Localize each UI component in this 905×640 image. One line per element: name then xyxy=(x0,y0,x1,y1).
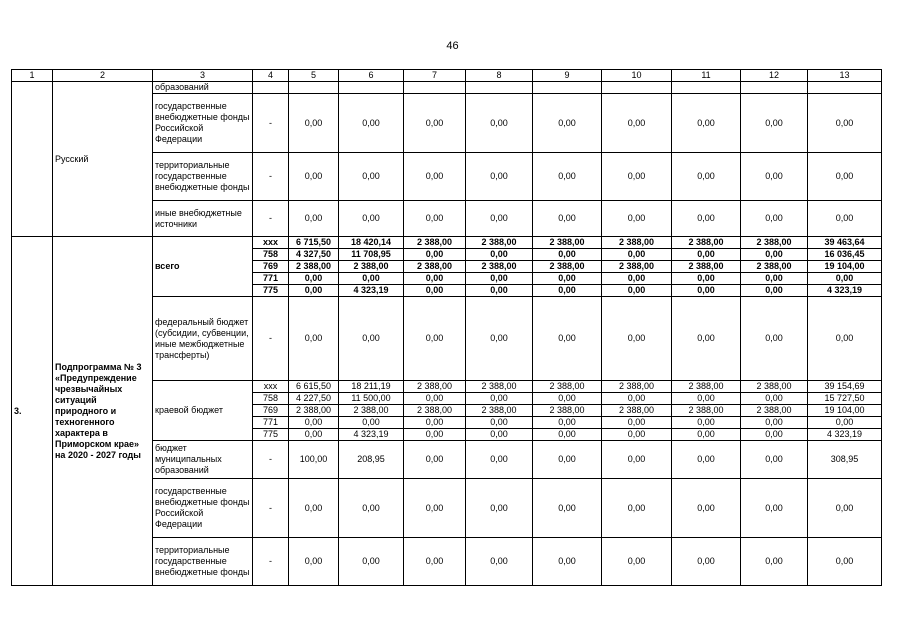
value-cell: 0,00 xyxy=(741,201,808,237)
value-cell: 2 388,00 xyxy=(672,237,741,249)
value-cell: 2 388,00 xyxy=(466,381,533,393)
table-row xyxy=(12,70,882,82)
number-cell: 3. xyxy=(12,237,53,586)
value-cell: 0,00 xyxy=(289,297,339,381)
column-number: 8 xyxy=(466,70,533,82)
value-cell: 0,00 xyxy=(466,201,533,237)
source-cell: государственные внебюджетные фонды Российской Федерации xyxy=(153,479,253,538)
code-cell: - xyxy=(253,479,289,538)
source-cell: территориальные государственные внебюджетные фонды xyxy=(153,538,253,586)
value-cell: 0,00 xyxy=(672,273,741,285)
value-cell: 0,00 xyxy=(533,429,602,441)
value-cell xyxy=(404,82,466,94)
value-cell: 0,00 xyxy=(672,297,741,381)
column-number: 2 xyxy=(53,70,153,82)
value-cell: 0,00 xyxy=(808,94,882,153)
value-cell: 6 715,50 xyxy=(289,237,339,249)
value-cell: 0,00 xyxy=(466,538,533,586)
code-cell: ххх xyxy=(253,381,289,393)
value-cell: 0,00 xyxy=(533,153,602,201)
value-cell: 2 388,00 xyxy=(741,237,808,249)
value-cell: 11 500,00 xyxy=(339,393,404,405)
value-cell: 208,95 xyxy=(339,441,404,479)
value-cell: 0,00 xyxy=(466,429,533,441)
value-cell: 0,00 xyxy=(808,201,882,237)
value-cell: 0,00 xyxy=(602,417,672,429)
value-cell: 2 388,00 xyxy=(404,405,466,417)
value-cell: 0,00 xyxy=(404,479,466,538)
value-cell: 0,00 xyxy=(533,393,602,405)
page-number: 46 xyxy=(446,40,459,52)
code-cell: - xyxy=(253,538,289,586)
value-cell: 2 388,00 xyxy=(533,381,602,393)
value-cell: 0,00 xyxy=(404,393,466,405)
code-cell: - xyxy=(253,297,289,381)
value-cell: 0,00 xyxy=(602,393,672,405)
value-cell: 15 727,50 xyxy=(808,393,882,405)
code-cell: 771 xyxy=(253,273,289,285)
value-cell: 0,00 xyxy=(602,297,672,381)
column-number: 6 xyxy=(339,70,404,82)
value-cell: 2 388,00 xyxy=(339,405,404,417)
value-cell: 2 388,00 xyxy=(672,405,741,417)
value-cell: 0,00 xyxy=(466,249,533,261)
value-cell: 0,00 xyxy=(672,417,741,429)
value-cell: 0,00 xyxy=(672,538,741,586)
value-cell: 0,00 xyxy=(466,273,533,285)
value-cell: 2 388,00 xyxy=(741,261,808,273)
value-cell: 0,00 xyxy=(339,297,404,381)
value-cell: 0,00 xyxy=(808,479,882,538)
value-cell: 0,00 xyxy=(533,441,602,479)
value-cell: 0,00 xyxy=(289,417,339,429)
value-cell: 0,00 xyxy=(741,417,808,429)
value-cell: 0,00 xyxy=(602,94,672,153)
value-cell: 0,00 xyxy=(533,297,602,381)
value-cell: 0,00 xyxy=(466,297,533,381)
column-number: 4 xyxy=(253,70,289,82)
value-cell: 2 388,00 xyxy=(533,405,602,417)
value-cell: 0,00 xyxy=(404,273,466,285)
value-cell: 0,00 xyxy=(533,273,602,285)
value-cell xyxy=(602,82,672,94)
value-cell: 0,00 xyxy=(404,441,466,479)
source-cell: федеральный бюджет (субсидии, субвенции, иные межбюджетные трансферты) xyxy=(153,297,253,381)
value-cell: 4 227,50 xyxy=(289,393,339,405)
value-cell: 0,00 xyxy=(672,249,741,261)
column-number: 10 xyxy=(602,70,672,82)
source-cell: краевой бюджет xyxy=(153,381,253,441)
source-cell: иные внебюджетные источники xyxy=(153,201,253,237)
value-cell: 0,00 xyxy=(466,479,533,538)
column-number: 11 xyxy=(672,70,741,82)
value-cell: 2 388,00 xyxy=(602,405,672,417)
value-cell: 0,00 xyxy=(289,479,339,538)
source-cell: образований xyxy=(153,82,253,94)
value-cell: 2 388,00 xyxy=(741,405,808,417)
value-cell: 0,00 xyxy=(672,441,741,479)
value-cell xyxy=(672,82,741,94)
value-cell: 2 388,00 xyxy=(466,261,533,273)
value-cell: 2 388,00 xyxy=(289,405,339,417)
value-cell: 0,00 xyxy=(404,94,466,153)
value-cell: 0,00 xyxy=(602,249,672,261)
value-cell: 0,00 xyxy=(672,201,741,237)
code-cell: - xyxy=(253,94,289,153)
value-cell: 0,00 xyxy=(741,285,808,297)
code-cell: - xyxy=(253,153,289,201)
code-cell: 775 xyxy=(253,285,289,297)
value-cell: 0,00 xyxy=(404,417,466,429)
value-cell: 0,00 xyxy=(466,285,533,297)
value-cell: 0,00 xyxy=(672,285,741,297)
value-cell: 0,00 xyxy=(808,417,882,429)
value-cell: 2 388,00 xyxy=(602,381,672,393)
value-cell: 2 388,00 xyxy=(404,261,466,273)
value-cell: 0,00 xyxy=(672,479,741,538)
value-cell: 0,00 xyxy=(808,153,882,201)
code-cell: 769 xyxy=(253,261,289,273)
source-cell: государственные внебюджетные фонды Российской Федерации xyxy=(153,94,253,153)
value-cell: 0,00 xyxy=(741,429,808,441)
value-cell: 0,00 xyxy=(602,201,672,237)
value-cell: 6 615,50 xyxy=(289,381,339,393)
value-cell: 2 388,00 xyxy=(404,381,466,393)
value-cell: 0,00 xyxy=(602,441,672,479)
column-number: 9 xyxy=(533,70,602,82)
value-cell: 0,00 xyxy=(404,538,466,586)
value-cell: 308,95 xyxy=(808,441,882,479)
program-name: Подпрограмма № 3 «Предупреждение чрезвычайных ситуаций природного и техногенного характера в Приморском крае» на 2020 - 2027 годы xyxy=(53,237,153,586)
value-cell xyxy=(339,82,404,94)
value-cell: 0,00 xyxy=(533,417,602,429)
source-cell: территориальные государственные внебюджетные фонды xyxy=(153,153,253,201)
value-cell: 0,00 xyxy=(289,429,339,441)
value-cell: 0,00 xyxy=(808,273,882,285)
value-cell: 0,00 xyxy=(289,273,339,285)
value-cell: 0,00 xyxy=(466,393,533,405)
value-cell: 0,00 xyxy=(602,479,672,538)
value-cell: 39 463,64 xyxy=(808,237,882,249)
value-cell: 0,00 xyxy=(741,249,808,261)
value-cell: 2 388,00 xyxy=(533,261,602,273)
value-cell: 4 323,19 xyxy=(339,429,404,441)
value-cell xyxy=(289,82,339,94)
code-cell: 758 xyxy=(253,393,289,405)
code-cell: ххх xyxy=(253,237,289,249)
value-cell: 19 104,00 xyxy=(808,405,882,417)
value-cell xyxy=(808,82,882,94)
column-number: 3 xyxy=(153,70,253,82)
value-cell: 0,00 xyxy=(533,538,602,586)
value-cell: 0,00 xyxy=(404,285,466,297)
table-row xyxy=(12,82,882,94)
value-cell: 0,00 xyxy=(466,441,533,479)
value-cell: 0,00 xyxy=(339,273,404,285)
value-cell: 2 388,00 xyxy=(533,237,602,249)
value-cell: 0,00 xyxy=(602,273,672,285)
value-cell: 4 323,19 xyxy=(808,429,882,441)
column-number: 7 xyxy=(404,70,466,82)
value-cell: 0,00 xyxy=(672,153,741,201)
value-cell: 0,00 xyxy=(533,201,602,237)
value-cell xyxy=(533,82,602,94)
value-cell: 0,00 xyxy=(808,297,882,381)
code-cell: - xyxy=(253,201,289,237)
column-number: 12 xyxy=(741,70,808,82)
value-cell: 0,00 xyxy=(339,417,404,429)
value-cell: 0,00 xyxy=(602,429,672,441)
value-cell: 2 388,00 xyxy=(602,237,672,249)
value-cell: 0,00 xyxy=(404,153,466,201)
value-cell xyxy=(741,82,808,94)
value-cell: 0,00 xyxy=(741,538,808,586)
column-number: 13 xyxy=(808,70,882,82)
value-cell: 2 388,00 xyxy=(466,405,533,417)
value-cell: 4 323,19 xyxy=(808,285,882,297)
value-cell: 0,00 xyxy=(741,153,808,201)
value-cell: 2 388,00 xyxy=(466,237,533,249)
code-cell xyxy=(253,82,289,94)
value-cell: 0,00 xyxy=(602,153,672,201)
value-cell: 0,00 xyxy=(602,285,672,297)
value-cell: 2 388,00 xyxy=(602,261,672,273)
value-cell: 0,00 xyxy=(466,94,533,153)
value-cell: 0,00 xyxy=(741,297,808,381)
value-cell: 0,00 xyxy=(339,94,404,153)
value-cell: 0,00 xyxy=(741,94,808,153)
source-cell: бюджет муниципальных образований xyxy=(153,441,253,479)
value-cell: 2 388,00 xyxy=(741,381,808,393)
value-cell: 0,00 xyxy=(672,429,741,441)
value-cell: 2 388,00 xyxy=(672,381,741,393)
code-cell: 775 xyxy=(253,429,289,441)
number-cell xyxy=(12,82,53,237)
value-cell: 0,00 xyxy=(808,538,882,586)
value-cell: 39 154,69 xyxy=(808,381,882,393)
table-row xyxy=(12,237,882,249)
column-number: 5 xyxy=(289,70,339,82)
value-cell: 0,00 xyxy=(289,94,339,153)
value-cell: 0,00 xyxy=(289,285,339,297)
value-cell: 0,00 xyxy=(339,479,404,538)
value-cell: 0,00 xyxy=(533,94,602,153)
value-cell: 0,00 xyxy=(466,153,533,201)
column-number: 1 xyxy=(12,70,53,82)
value-cell: 0,00 xyxy=(466,417,533,429)
value-cell: 0,00 xyxy=(289,153,339,201)
value-cell: 0,00 xyxy=(602,538,672,586)
value-cell: 0,00 xyxy=(404,249,466,261)
value-cell: 0,00 xyxy=(533,479,602,538)
value-cell: 18 211,19 xyxy=(339,381,404,393)
value-cell: 0,00 xyxy=(404,429,466,441)
value-cell: 11 708,95 xyxy=(339,249,404,261)
value-cell: 2 388,00 xyxy=(289,261,339,273)
value-cell: 0,00 xyxy=(741,393,808,405)
value-cell: 0,00 xyxy=(672,94,741,153)
value-cell: 0,00 xyxy=(741,479,808,538)
value-cell: 0,00 xyxy=(741,441,808,479)
code-cell: - xyxy=(253,441,289,479)
value-cell: 0,00 xyxy=(289,538,339,586)
code-cell: 769 xyxy=(253,405,289,417)
value-cell: 0,00 xyxy=(339,538,404,586)
value-cell: 0,00 xyxy=(404,297,466,381)
source-cell: всего xyxy=(153,237,253,297)
value-cell: 0,00 xyxy=(339,153,404,201)
value-cell: 0,00 xyxy=(741,273,808,285)
value-cell: 0,00 xyxy=(672,393,741,405)
value-cell: 0,00 xyxy=(339,201,404,237)
value-cell: 100,00 xyxy=(289,441,339,479)
value-cell: 18 420,14 xyxy=(339,237,404,249)
value-cell: 2 388,00 xyxy=(339,261,404,273)
value-cell: 2 388,00 xyxy=(672,261,741,273)
value-cell: 4 327,50 xyxy=(289,249,339,261)
value-cell: 19 104,00 xyxy=(808,261,882,273)
value-cell: 16 036,45 xyxy=(808,249,882,261)
value-cell: 0,00 xyxy=(533,285,602,297)
value-cell: 0,00 xyxy=(289,201,339,237)
budget-table xyxy=(11,69,882,586)
value-cell xyxy=(466,82,533,94)
value-cell: 0,00 xyxy=(404,201,466,237)
value-cell: 2 388,00 xyxy=(404,237,466,249)
program-name: Русский xyxy=(53,82,153,237)
code-cell: 758 xyxy=(253,249,289,261)
code-cell: 771 xyxy=(253,417,289,429)
value-cell: 4 323,19 xyxy=(339,285,404,297)
value-cell: 0,00 xyxy=(533,249,602,261)
